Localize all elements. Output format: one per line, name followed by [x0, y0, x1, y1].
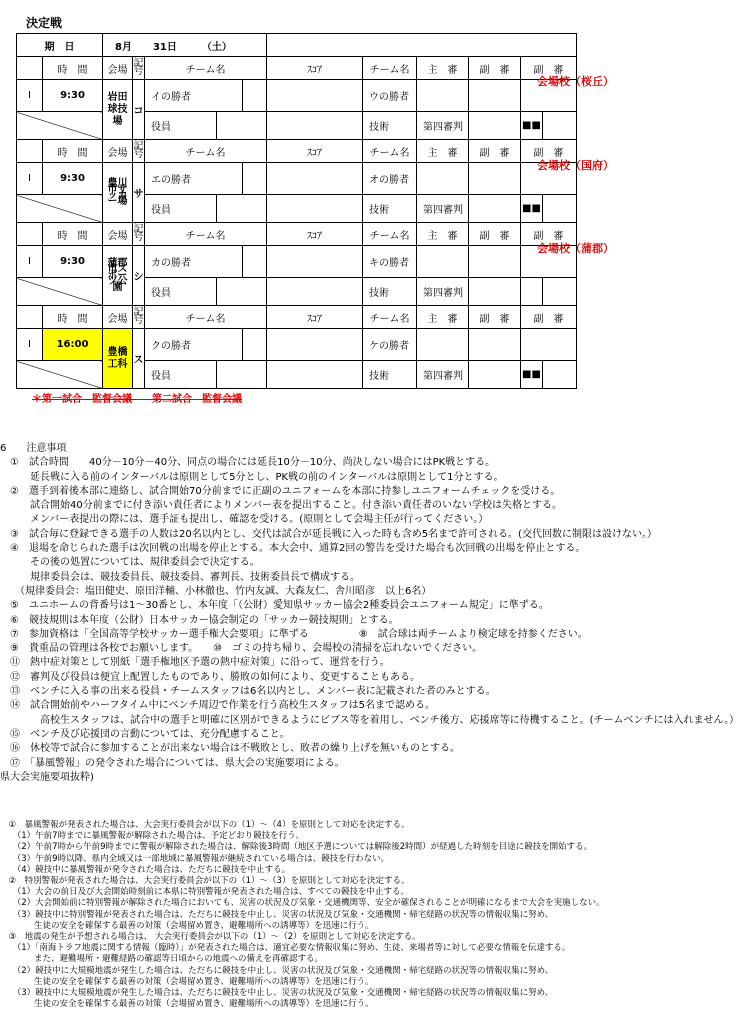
referee-header: 主 審 — [417, 57, 469, 80]
round-label: I — [17, 329, 43, 361]
team1-name: エの勝者 — [145, 163, 243, 195]
warning-line: また、避難場所・避難経路の確認等日頃からの地震への備えを再確認する。 — [0, 954, 324, 965]
warning-line: ① 暴風警報が発表された場合は、大会実行委員会が以下の（1）～（4）を原則として対応を決定する。 — [0, 820, 410, 830]
team-header: チーム名 — [145, 140, 267, 163]
warning-line: （2）大会開始前に特別警報が解除された場合においても、災害の状況及び気象・交通機関等、安全が確保されることが明確になるまで大会を実施しない。 — [0, 898, 605, 909]
warning-section — [0, 820, 752, 1010]
warning-line: 生徒の安全を確保する最善の対策（会場留め置き、避難場所への誘導等）を迅速に行う。 — [0, 920, 374, 931]
date-blank — [267, 34, 577, 57]
score-header: ｽｺｱ — [267, 140, 363, 163]
note-line: ③ 試合毎に登録できる選手の人数は20名以内とし、交代は試合が延長戦に入った時も含め5名まで許可される。(交代回数に制限は設けない。） — [0, 528, 657, 540]
match-code: サ — [133, 163, 145, 223]
warning-line: ② 特別警報が発表された場合は、大会実行委員会が以下の（1）～（3）を原則として対応を決定する。 — [0, 876, 410, 887]
team-header: チーム名 — [363, 140, 417, 163]
team2-name: キの勝者 — [363, 246, 417, 278]
fourth-label: 第四審判 — [417, 278, 469, 306]
assistant-header: 副 審 — [469, 140, 521, 163]
assistant-header: 副 審 — [469, 223, 521, 246]
match-row — [17, 163, 577, 195]
team2-name: オの勝者 — [363, 163, 417, 195]
technical-label: 技術 — [363, 361, 417, 389]
note-line: 試合開始40分前までに付き添い責任者によりメンバー表を提出すること。付き添い責任者のいない学校は失格とする。 — [0, 500, 563, 512]
officials-label: 役員 — [145, 112, 217, 140]
venue-name: 岩田球技場 — [103, 80, 133, 140]
warning-line: 生徒の安全を確保する最善の対策（会場留め置き、避難場所への誘導等）を迅速に行う。 — [0, 999, 374, 1010]
round-label: I — [17, 80, 43, 112]
officials-row — [17, 278, 577, 306]
round-label: I — [17, 163, 43, 195]
warning-line: （3）競技中に特別警報が発表された場合は、ただちに競技を中止し、災害の状況及び気象・交通機関・帰宅経路の状況等の情報収集に努め、 — [0, 909, 554, 920]
date-day: 31日 — [152, 41, 177, 53]
match-row — [17, 80, 577, 112]
venue-header: 会場 — [103, 306, 133, 329]
host-school-label: 会場校（桜丘） — [537, 75, 614, 88]
officials-row — [17, 112, 577, 140]
diagonal-cell — [17, 278, 103, 306]
score-header: ｽｺｱ — [267, 57, 363, 80]
time-header: 時 間 — [43, 223, 103, 246]
note-line: 6 注意事項 — [0, 443, 67, 454]
fourth-label: 第四審判 — [417, 112, 469, 140]
note-line: ② 選手到着後本部に連絡し、試合開始70分前までに正副のユニフォームを本部に持参しユニフォームチェックを受ける。 — [0, 485, 561, 497]
warning-line: ③ 地震の発生が予想される場合は、 大会実行委員会が以下の（1）～（2）を原則として対応を決定する。 — [0, 932, 421, 943]
assistant-header: 副 審 — [521, 306, 577, 329]
referee-header: 主 審 — [417, 223, 469, 246]
team2-name: ケの勝者 — [363, 329, 417, 361]
warning-line: （1）「南海トラフ地震に関する情報（臨時）」が発表された場合は、適宜必要な情報収集に努め、生徒、来場者等に対して必要な情報を伝達する。 — [0, 943, 571, 954]
venue-header: 会場 — [103, 223, 133, 246]
notes-section — [0, 442, 752, 785]
referee-header: 主 審 — [417, 306, 469, 329]
header-row — [17, 223, 577, 246]
note-line: ⑮ ベンチ及び応援団の言動については、充分配慮すること。 — [0, 728, 290, 740]
header-row — [17, 140, 577, 163]
round-label: I — [17, 246, 43, 278]
score-header: ｽｺｱ — [267, 223, 363, 246]
page-title: 決定戦 — [26, 16, 63, 30]
match-code: コ — [133, 80, 145, 140]
host-school-label: 会場校（蒲郡） — [537, 242, 614, 255]
diagonal-cell — [17, 361, 103, 389]
note-line: 県大会実施要項抜粋) — [0, 771, 94, 783]
team1-name: クの勝者 — [145, 329, 243, 361]
venue-name: 蒲郡市スポーツ公園 — [103, 246, 133, 306]
assistant-header: 副 審 — [469, 57, 521, 80]
match-code: ス — [133, 329, 145, 389]
officials-label: 役員 — [145, 361, 217, 389]
warning-line: （4）競技中に暴風警報が発令された場合は、ただちに競技を中止する。 — [0, 864, 291, 875]
small-mark: ■■ — [521, 361, 543, 389]
technical-label: 技術 — [363, 195, 417, 223]
warning-line: （1）大会の前日及び大会開始時刻前に本県に特別警報が発表された場合は、すべての競技を中止する。 — [0, 887, 409, 898]
match-time: 9:30 — [43, 163, 103, 195]
officials-label: 役員 — [145, 278, 217, 306]
note-line: 規律委員会は、競技委員長、競技委員、審判長、技術委員長で構成する。 — [0, 571, 360, 583]
technical-label: 技術 — [363, 112, 417, 140]
assistant-header: 副 審 — [521, 223, 577, 246]
date-month: 8月 — [115, 41, 132, 53]
team1-name: イの勝者 — [145, 80, 243, 112]
note-line: ⑦ 参加資格は「全国高等学校サッカー選手権大会要項」に準ずる ⑧ 試合球は両チームより検定球を持参ください。 — [0, 628, 588, 640]
note-line: ⑪ 熱中症対策として別紙「選手権地区予選の熱中症対策」に沿って、運営を行う。 — [0, 657, 390, 669]
officials-row — [17, 361, 577, 389]
note-line: ⑬ ベンチに入る事の出来る役員・チームスタッフは6名以内とし、メンバー表に記載された者のみとする。 — [0, 686, 496, 698]
note-line: ⑯ 休校等で試合に参加することが出来ない場合は不戦敗とし、敗者の繰り上げを無いものとする。 — [0, 743, 460, 755]
match-row — [17, 329, 577, 361]
note-line: ⑰ 「暴風警報」の発令された場合については、県大会の実施要項による。 — [0, 757, 345, 769]
note-line: メンバー表提出の際には、選手証も提出し、確認を受ける。(原則として会場主任が行ってください。） — [0, 514, 489, 526]
match-time: 16:00 — [43, 329, 103, 361]
match-code: シ — [133, 246, 145, 306]
team-header: チーム名 — [145, 306, 267, 329]
diagonal-cell — [17, 195, 103, 223]
venue-header: 会場 — [103, 140, 133, 163]
team-header: チーム名 — [145, 223, 267, 246]
score-header: ｽｺｱ — [267, 306, 363, 329]
referee-header: 主 審 — [417, 140, 469, 163]
diagonal-cell — [17, 112, 103, 140]
match-time: 9:30 — [43, 80, 103, 112]
code-header: 記号 — [133, 306, 145, 329]
team-header: チーム名 — [363, 223, 417, 246]
warning-line: （2）午前7時から午前9時までに警報が解除された場合は、解除後3時間（地区予選については解除後2時間）が経過した時刻を目途に競技を開始する。 — [0, 842, 593, 853]
assistant-header: 副 審 — [521, 140, 577, 163]
note-line: ⑫ 審判及び役員は便宜上配置したものであり、勝敗の如何により、変更することもある。 — [0, 671, 420, 683]
note-line: 延長戦に入る前のインターバルは原則として5分とし、PK戦の前のインターバルは原則として1分とする。 — [0, 471, 504, 483]
team-header: チーム名 — [363, 306, 417, 329]
header-row — [17, 306, 577, 329]
code-header: 記号 — [133, 223, 145, 246]
venue-name: 豊川市サッカー場 — [103, 163, 133, 223]
warning-line: 生徒の安全を確保する最善の対策（会場留め置き、避難場所への誘導等）を迅速に行う。 — [0, 976, 374, 987]
date-row — [17, 34, 577, 57]
note-line: ⑨ 貴重品の管理は各校でお願いします。 ⑩ ゴミの持ち帰り、会場校の清掃を忘れないでください。 — [0, 643, 483, 655]
venue-header: 会場 — [103, 57, 133, 80]
match-time: 9:30 — [43, 246, 103, 278]
assistant-header: 副 審 — [521, 57, 577, 80]
warning-line: （3）午前9時以降、県内全域又は一部地域に暴風警報が継続されている場合は、競技を行わない。 — [0, 853, 390, 864]
warning-line: （2）競技中に大規模地震が発生した場合は、ただちに競技を中止し、災害の状況及び気象・交通機関・帰宅経路の状況等の情報収集に努め、 — [0, 965, 554, 976]
code-header: 記号 — [133, 57, 145, 80]
assistant-header: 副 審 — [469, 306, 521, 329]
note-line: ① 試合時間 40分－10分－40分、同点の場合には延長10分－10分、尚決しない場合にはPK戦とする。 — [0, 457, 496, 469]
date-label: 期 日 — [17, 34, 103, 57]
fourth-label: 第四審判 — [417, 195, 469, 223]
time-header: 時 間 — [43, 140, 103, 163]
note-line: ⑭ 試合開始前やハーフタイム中にベンチ周辺で作業を行う高校生スタッフは5名まで認める。 — [0, 700, 435, 712]
note-line: その後の処置については、規律委員会で決定する。 — [0, 557, 260, 569]
venue-name: 豊橋工科 — [103, 329, 133, 389]
small-mark — [521, 278, 543, 306]
note-line: ④ 退場を命じられた選手は次回戦の出場を停止とする。本大会中、通算2回の警告を受けた場合も次回戦の出場を停止とする。 — [0, 543, 586, 555]
note-line: ⑤ ユニホームの背番号は1～30番とし、本年度「（公財）愛知県サッカー協会2種委員会ユニフォーム規定」に準ずる。 — [0, 600, 549, 612]
team-header: チーム名 — [145, 57, 267, 80]
header-row — [17, 57, 577, 80]
code-header: 記号 — [133, 140, 145, 163]
team1-name: カの勝者 — [145, 246, 243, 278]
note-line: （規律委員会：塩田健史、原田洋輔、小林徹也、竹内友誠、大森友仁、舎川昭彦 以上6名） — [0, 585, 432, 597]
host-school-label: 会場校（国府） — [537, 159, 614, 172]
note-line: 高校生スタッフは、試合中の選手と明確に区別ができるようにビブス等を着用し、ベンチ後方、応援席等に待機すること。(チームベンチには入れません。） — [0, 714, 740, 726]
match-row — [17, 246, 577, 278]
small-mark: ■■ — [521, 195, 543, 223]
fourth-label: 第四審判 — [417, 361, 469, 389]
time-header: 時 間 — [43, 306, 103, 329]
team-header: チーム名 — [363, 57, 417, 80]
technical-label: 技術 — [363, 278, 417, 306]
team2-name: ウの勝者 — [363, 80, 417, 112]
warning-line: （1）午前7時までに暴風警報が解除された場合は、予定どおり競技を行う。 — [0, 831, 305, 842]
warning-line: （3）競技中に大規模地震が発生した場合は、ただちに競技を中止し、災害の状況及び気象・交通機関・帰宅経路の状況等の情報収集に努め、 — [0, 988, 554, 999]
meeting-note: ＊第一試合 監督会議 第二試合 監督会議 — [32, 394, 242, 405]
note-line: ⑥ 競技規則は本年度（公財）日本サッカー協会制定の「サッカー競技規則」とする。 — [0, 614, 399, 626]
small-mark: ■■ — [521, 112, 543, 140]
officials-label: 役員 — [145, 195, 217, 223]
schedule-table — [16, 33, 577, 389]
date-weekday: （土） — [201, 41, 232, 53]
officials-row — [17, 195, 577, 223]
time-header: 時 間 — [43, 57, 103, 80]
